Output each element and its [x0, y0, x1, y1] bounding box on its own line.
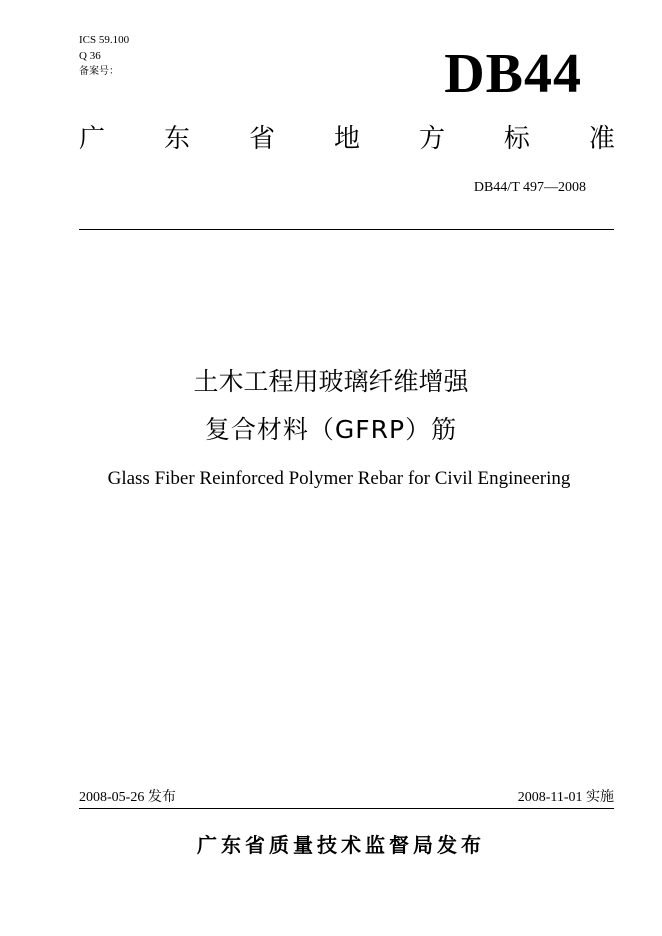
db-code-logo: DB44	[444, 43, 582, 105]
standard-type-char: 准	[588, 124, 615, 154]
ics-code: ICS 59.100	[79, 34, 130, 46]
ccs-code: Q 36	[79, 50, 101, 62]
standard-type-char: 省	[248, 124, 275, 154]
standard-type-char: 地	[333, 124, 360, 154]
title-english: Glass Fiber Reinforced Polymer Rebar for Civil Engineering	[107, 468, 571, 489]
implementation-date: 2008-11-01 实施	[517, 790, 614, 805]
standard-type-heading	[79, 118, 615, 160]
title-chinese-line-1: 土木工程用玻璃纤维增强	[193, 367, 469, 396]
issue-date: 2008-05-26 发布	[79, 790, 176, 805]
standard-type-char: 方	[418, 124, 445, 154]
filing-number-label: 备案号：	[79, 66, 119, 77]
standard-type-char: 广	[79, 124, 106, 154]
standard-type-char: 东	[163, 124, 190, 154]
standard-type-char: 标	[503, 124, 530, 154]
footer-divider	[79, 808, 614, 809]
issuing-authority: 广东省质量技术监督局发布	[197, 833, 485, 857]
standard-number: DB44/T 497—2008	[473, 180, 586, 195]
header-divider	[79, 229, 614, 230]
title-chinese-line-2: 复合材料（GFRP）筋	[204, 415, 458, 444]
